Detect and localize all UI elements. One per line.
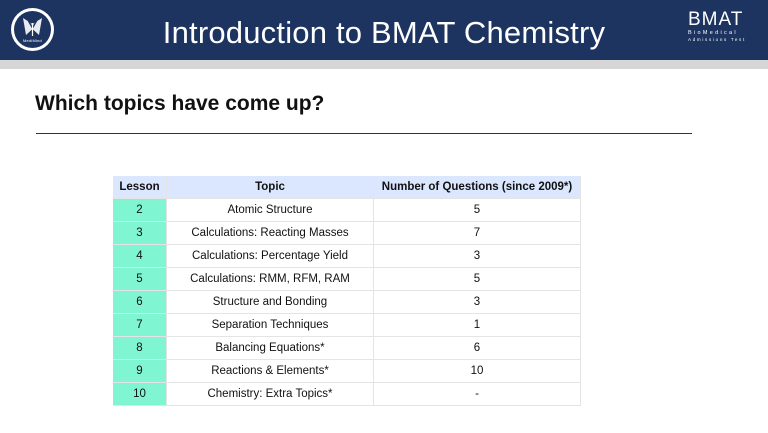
logo-left-text: MediMind: [23, 38, 42, 43]
lesson-cell: 10: [113, 383, 167, 406]
table-row: [113, 268, 581, 291]
bmat-logo-sub2: Admissions Test: [688, 37, 746, 42]
topic-cell: Structure and Bonding: [167, 291, 374, 314]
lesson-cell: 8: [113, 337, 167, 360]
table-row: [113, 245, 581, 268]
topic-cell: Separation Techniques: [167, 314, 374, 337]
topics-table: [113, 176, 581, 406]
table-body: [113, 199, 581, 406]
count-cell: 10: [374, 360, 581, 383]
count-cell: 3: [374, 245, 581, 268]
lesson-cell: 6: [113, 291, 167, 314]
topic-cell: Reactions & Elements*: [167, 360, 374, 383]
page-title: Introduction to BMAT Chemistry: [162, 15, 606, 50]
topic-cell: Balancing Equations*: [167, 337, 374, 360]
count-cell: 3: [374, 291, 581, 314]
table-row: [113, 383, 581, 406]
table-row: [113, 291, 581, 314]
lesson-cell: 2: [113, 199, 167, 222]
topic-cell: Atomic Structure: [167, 199, 374, 222]
count-cell: 7: [374, 222, 581, 245]
column-header-lesson: Lesson: [113, 176, 167, 199]
table-row: [113, 199, 581, 222]
lesson-cell: 5: [113, 268, 167, 291]
table-header-row: [113, 176, 581, 199]
topic-cell: Calculations: Reacting Masses: [167, 222, 374, 245]
count-cell: 5: [374, 199, 581, 222]
topic-cell: Chemistry: Extra Topics*: [167, 383, 374, 406]
column-header-topic: Topic: [167, 176, 374, 199]
table-row: [113, 222, 581, 245]
lesson-cell: 3: [113, 222, 167, 245]
heading-underline: [36, 133, 692, 134]
topic-cell: Calculations: RMM, RFM, RAM: [167, 268, 374, 291]
bmat-logo-sub1: BioMedical: [688, 30, 738, 36]
topic-cell: Calculations: Percentage Yield: [167, 245, 374, 268]
column-header-count: Number of Questions (since 2009*): [374, 176, 581, 199]
count-cell: 6: [374, 337, 581, 360]
count-cell: 5: [374, 268, 581, 291]
table-row: [113, 314, 581, 337]
lesson-cell: 4: [113, 245, 167, 268]
slide-heading: Which topics have come up?: [35, 92, 325, 115]
count-cell: 1: [374, 314, 581, 337]
table-row: [113, 337, 581, 360]
lesson-cell: 9: [113, 360, 167, 383]
bmat-logo: [688, 10, 758, 43]
table-row: [113, 360, 581, 383]
count-cell: -: [374, 383, 581, 406]
lesson-cell: 7: [113, 314, 167, 337]
bmat-logo-main: BMAT: [688, 9, 744, 30]
